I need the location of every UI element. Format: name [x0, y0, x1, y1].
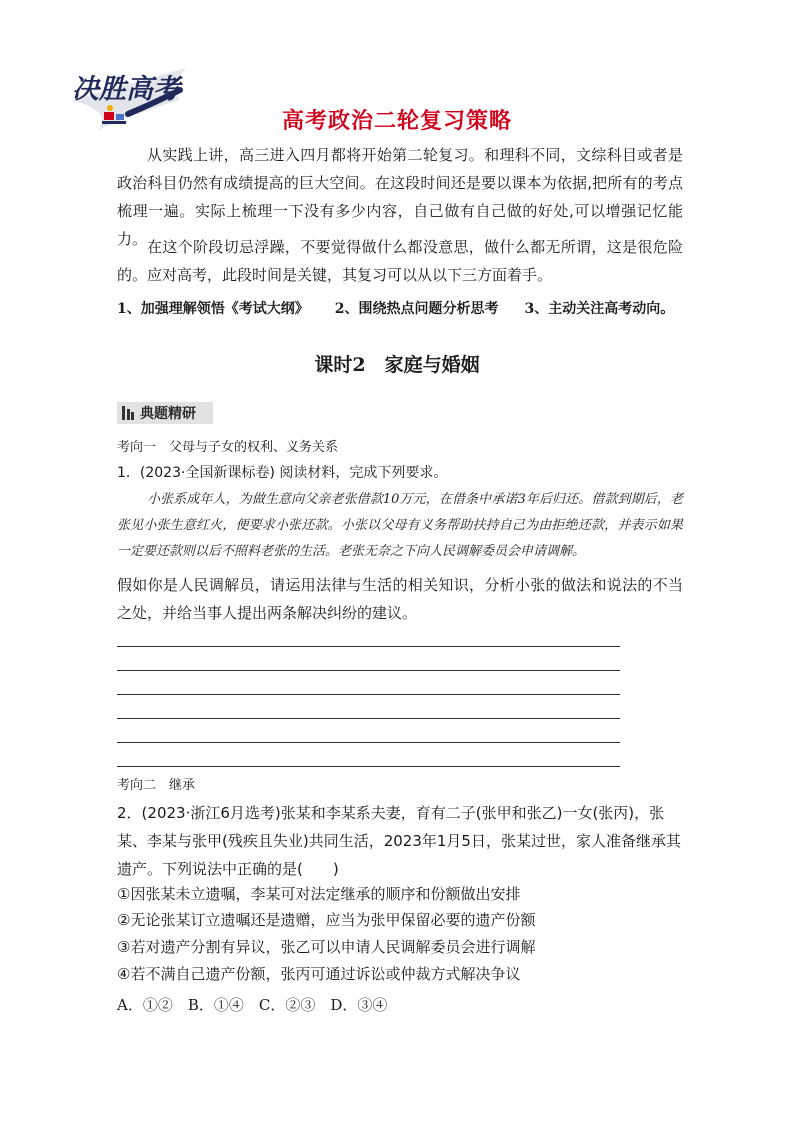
section-banner	[117, 402, 213, 424]
section-banner-label: 典题精研	[140, 406, 196, 422]
lesson-title: 课时2 家庭与婚姻	[314, 354, 480, 376]
logo-text: 决胜高考	[72, 74, 180, 105]
answer-line	[117, 766, 620, 767]
question-2-option-1: ①因张某未立遗嘱，李某可对法定继承的顺序和份额做出安排	[117, 885, 521, 903]
question-2-option-3: ③若对遗产分割有异议，张乙可以申请人民调解委员会进行调解	[117, 938, 536, 956]
intro-paragraph-1: 从实践上讲，高三进入四月都将开始第二轮复习。和理科不同，文综科目或者是政治科目仍然有成绩提高的巨大空间。在这段时间还是要以课本为依据,把所有的考点梳理一遍。实际上梳理一下没有多少内容，自己做有自己做的好处,可以增强记忆能力。	[117, 146, 683, 248]
topic-heading-1: 考向一 父母与子女的权利、义务关系	[117, 440, 339, 455]
intro-paragraph-2: 在这个阶段切忌浮躁，不要觉得做什么都没意思，做什么都无所谓，这是很危险的。应对高考，此段时间是关键，其复习可以从以下三方面着手。	[117, 238, 683, 284]
answer-line	[117, 694, 620, 695]
page-title: 高考政治二轮复习策略	[281, 109, 512, 134]
review-point-2: 2、围绕热点问题分析思考	[334, 301, 499, 317]
answer-line	[117, 646, 620, 647]
answer-line	[117, 670, 620, 671]
question-2-stem: 2．(2023·浙江6月选考)张某和李某系夫妻，育有二子(张甲和张乙)一女(张丙)，张某、李某与张甲(残疾且失业)共同生活，2023年1月5日，张某过世，家人准备继承其遗产。下列说法中正确的是( )	[117, 804, 681, 878]
question-1-stem: 1．(2023·全国新课标卷) 阅读材料，完成下列要求。	[117, 465, 448, 481]
review-point-1: 1、加强理解领悟《考试大纲》	[117, 301, 309, 317]
question-2-option-2: ②无论张某订立遗嘱还是遗赠，应当为张甲保留必要的遗产份额	[117, 911, 536, 929]
question-2-option-4: ④若不满自己遗产份额，张丙可通过诉讼或仲裁方式解决争议	[117, 965, 521, 983]
question-2-choices: A．①② B．①④ C．②③ D．③④	[117, 996, 388, 1014]
answer-line	[117, 718, 620, 719]
review-point-3: 3、主动关注高考动向。	[524, 301, 675, 317]
banner-bars-icon	[122, 406, 134, 420]
question-1-prompt: 假如你是人民调解员，请运用法律与生活的相关知识，分析小张的做法和说法的不当之处，并给当事人提出两条解决纠纷的建议。	[117, 576, 683, 622]
answer-line	[117, 742, 620, 743]
review-points	[117, 298, 700, 318]
topic-heading-2: 考向二 继承	[117, 778, 196, 793]
question-1-material: 小张系成年人，为做生意向父亲老张借款10万元，在借条中承诺3年后归还。借款到期后，老张见小张生意红火，便要求小张还款。小张以父母有义务帮助扶持自己为由拒绝还款，并表示如果一定要还款则以后不照料老张的生活。老张无奈之下向人民调解委员会申请调解。	[117, 492, 683, 559]
